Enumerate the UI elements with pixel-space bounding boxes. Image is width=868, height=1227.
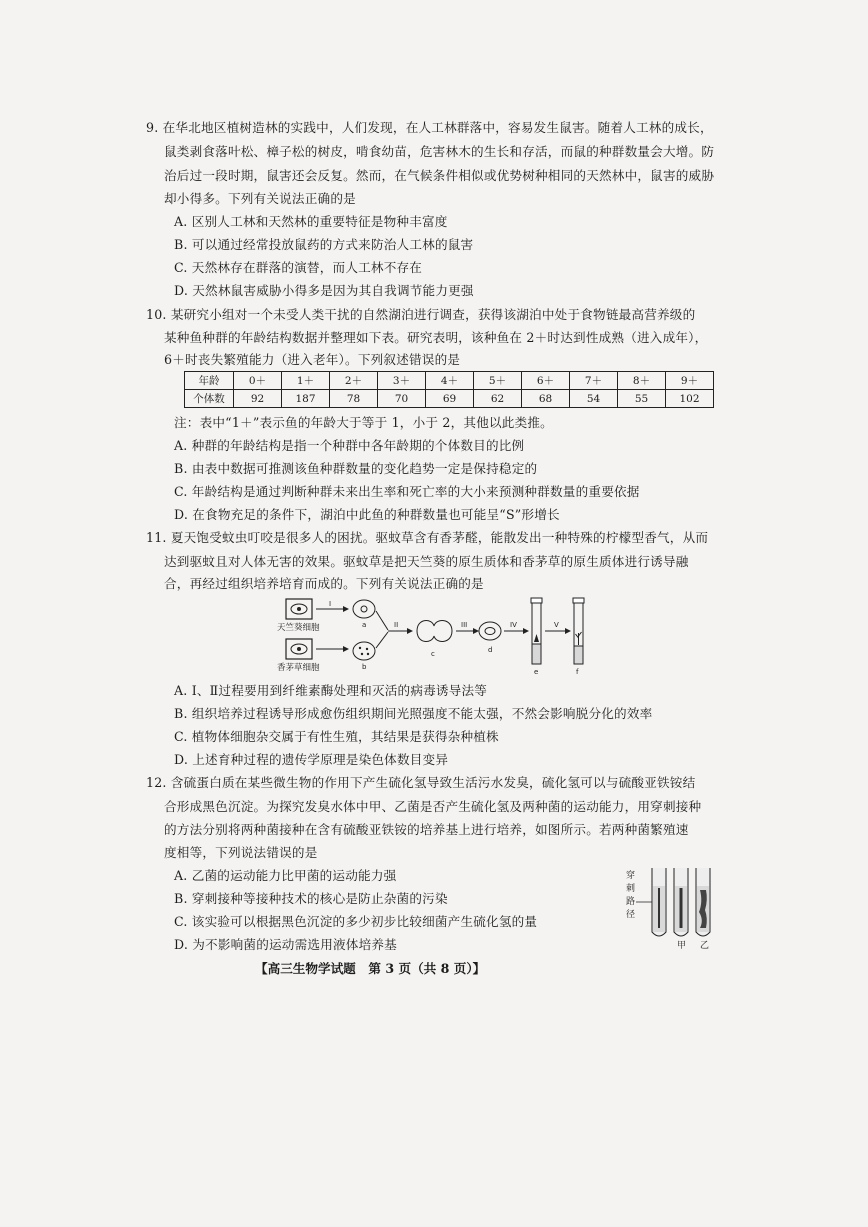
test-tube-jia-icon [674, 868, 688, 936]
step-III-label: III [461, 621, 468, 629]
table-cell: 102 [666, 390, 714, 408]
label-c: c [431, 650, 435, 658]
q10-option-d: D. 在食物充足的条件下，湖泊中此鱼的种群数量也可能呈“S”形增长 [174, 507, 560, 522]
q9-line-4: 却小得多。下列有关说法正确的是 [164, 191, 356, 206]
table-cell: 55 [618, 390, 666, 408]
test-tube-yi-icon [696, 868, 710, 936]
q12-line-4: 度相等，下列说法错误的是 [164, 845, 318, 860]
puncture-path-label [626, 869, 638, 920]
q10-option-a: A. 种群的年龄结构是指一个种群中各年龄期的个体数目的比例 [174, 438, 525, 453]
table-cell: 68 [522, 390, 570, 408]
q11-option-b: B. 组织培养过程诱导形成愈伤组织期间光照强度不能太强，不然会影响脱分化的效率 [174, 706, 653, 721]
q10-option-c: C. 年龄结构是通过判断种群未来出生率和死亡率的大小来预测种群数量的重要依据 [174, 484, 640, 499]
q11-option-c: C. 植物体细胞杂交属于有性生殖，其结果是获得杂种植株 [174, 729, 499, 744]
q10-option-b: B. 由表中数据可推测该鱼种群数量的变化趋势一定是保持稳定的 [174, 461, 538, 476]
q12-option-d: D. 为不影响菌的运动需选用液体培养基 [174, 937, 397, 952]
q9-line-2: 鼠类剥食落叶松、樟子松的树皮，啃食幼苗，危害林木的生长和存活，而鼠的种群数量会大增。防 [164, 144, 715, 159]
tube-label-jia: 甲 [677, 941, 687, 951]
puncture-path-char: 路 [626, 897, 636, 907]
geranium-cell-icon [286, 599, 312, 619]
table-row-label: 年龄 [185, 372, 234, 390]
q12-option-a: A. 乙菌的运动能力比甲菌的运动能力强 [174, 868, 397, 883]
cell2-label: 香茅草细胞 [277, 663, 320, 673]
step-IV-label: IV [510, 621, 517, 629]
table-row [185, 372, 714, 390]
step-II-label: II [394, 621, 399, 629]
table-cell: 9＋ [666, 372, 714, 390]
protoplast-b-icon [353, 642, 375, 660]
q9-option-c: C. 天然林存在群落的演替，而人工林不存在 [174, 260, 423, 275]
q9-line-3: 治后过一段时期，鼠害还会反复。然而，在气候条件相似或优势树种相同的天然林中，鼠害的威胁 [164, 168, 715, 183]
q10-line-2: 某种鱼种群的年龄结构数据并整理如下表。研究表明，该种鱼在 2＋时达到性成熟（进入成年）， [164, 330, 708, 345]
q12-option-c: C. 该实验可以根据黑色沉淀的多少初步比较细菌产生硫化氢的量 [174, 914, 538, 929]
table-row [185, 390, 714, 408]
table-cell: 7＋ [570, 372, 618, 390]
q10-line-1: 10. 某研究小组对一个未受人类干扰的自然湖泊进行调查，获得该湖泊中处于食物链最高营养级的 [146, 307, 696, 322]
label-e: e [534, 668, 539, 676]
table-cell: 8＋ [618, 372, 666, 390]
cell-fusion-diagram [272, 596, 602, 676]
table-cell: 92 [234, 390, 282, 408]
table-cell: 6＋ [522, 372, 570, 390]
table-cell: 1＋ [282, 372, 330, 390]
table-cell: 54 [570, 390, 618, 408]
table-cell: 62 [474, 390, 522, 408]
table-cell: 78 [330, 390, 378, 408]
table-cell: 3＋ [378, 372, 426, 390]
table-row-label: 个体数 [185, 390, 234, 408]
fused-cell-c-icon [417, 621, 452, 642]
label-f: f [576, 668, 579, 676]
label-b: b [362, 663, 367, 671]
label-d: d [488, 646, 493, 654]
label-a: a [362, 621, 367, 629]
age-structure-table [184, 371, 714, 408]
protoplast-a-icon [353, 600, 375, 618]
q9-line-1: 9. 在华北地区植树造林的实践中，人们发现，在人工林群落中，容易发生鼠害。随着人工林的成长， [146, 120, 713, 135]
table-cell: 70 [378, 390, 426, 408]
q11-line-1: 11. 夏天饱受蚊虫叮咬是很多人的困扰。驱蚊草含有香茅醛，能散发出一种特殊的柠檬型香气，从而 [146, 530, 709, 545]
test-tube-1-icon [652, 868, 666, 936]
puncture-path-char: 径 [626, 910, 636, 920]
q11-option-d: D. 上述育种过程的遗传学原理是染色体数目变异 [174, 752, 449, 767]
q12-line-3: 的方法分别将两种菌接种在含有硫酸亚铁铵的培养基上进行培养，如图所示。若两种菌繁殖速 [164, 822, 689, 837]
q12-line-1: 12. 含硫蛋白质在某些微生物的作用下产生硫化氢导致生活污水发臭，硫化氢可以与硫酸亚铁铵结 [146, 775, 696, 790]
hybrid-cell-d-icon [479, 622, 501, 640]
culture-tube-e-icon [531, 598, 542, 664]
step-V-label: V [554, 621, 559, 629]
table-cell: 187 [282, 390, 330, 408]
q9-option-a: A. 区别人工林和天然林的重要特征是物种丰富度 [174, 214, 448, 229]
table-cell: 5＋ [474, 372, 522, 390]
culture-tube-f-icon [573, 598, 584, 664]
q11-line-3: 合，再经过组织培养培育而成的。下列有关说法正确的是 [164, 576, 484, 591]
table-cell: 4＋ [426, 372, 474, 390]
q10-note: 注：表中“1＋”表示鱼的年龄大于等于 1，小于 2，其他以此类推。 [174, 415, 553, 430]
q12-line-2: 合形成黑色沉淀。为探究发臭水体中甲、乙菌是否产生硫化氢及两种菌的运动能力，用穿刺接种 [164, 799, 702, 814]
puncture-path-char: 穿 [626, 871, 636, 881]
table-cell: 2＋ [330, 372, 378, 390]
stab-culture-figure [620, 862, 720, 952]
puncture-path-char: 刺 [626, 884, 636, 894]
citronella-cell-icon [286, 639, 312, 659]
page-footer: 【高三生物学试题 第 3 页（共 8 页）】 [255, 961, 486, 976]
q12-option-b: B. 穿刺接种等接种技术的核心是防止杂菌的污染 [174, 891, 448, 906]
table-cell: 0＋ [234, 372, 282, 390]
step-I-label: I [329, 600, 332, 608]
q9-option-d: D. 天然林鼠害威胁小得多是因为其自我调节能力更强 [174, 283, 474, 298]
q10-line-3: 6＋时丧失繁殖能力（进入老年）。下列叙述错误的是 [164, 352, 461, 367]
tube-label-yi: 乙 [700, 941, 710, 951]
table-cell: 69 [426, 390, 474, 408]
cell1-label: 天竺葵细胞 [277, 623, 320, 633]
q11-option-a: A. Ⅰ、Ⅱ过程要用到纤维素酶处理和灭活的病毒诱导法等 [174, 683, 488, 698]
q11-line-2: 达到驱蚊且对人体无害的效果。驱蚊草是把天竺葵的原生质体和香茅草的原生质体进行诱导融 [164, 554, 689, 569]
q9-option-b: B. 可以通过经常投放鼠药的方式来防治人工林的鼠害 [174, 237, 474, 252]
